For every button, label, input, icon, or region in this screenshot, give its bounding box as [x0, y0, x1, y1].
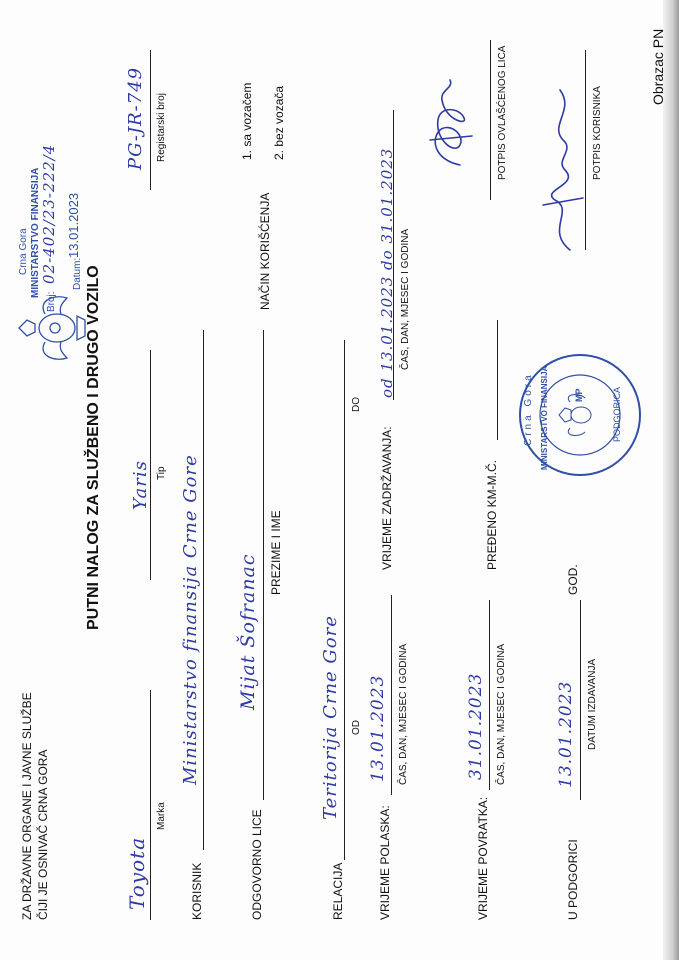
- emblem-country: Crna Gora: [18, 228, 29, 275]
- nacin-option-2: 2. bez vozača: [272, 85, 286, 160]
- korisnik-line: [203, 330, 204, 850]
- authorized-signature-label: POTPIS OVLAŠĆENOG LICA: [497, 45, 508, 180]
- tip-label: Tip: [156, 466, 167, 480]
- zadrzavanja-value: od 13.01.2023 do 31.01.2023: [378, 147, 396, 398]
- odgovorno-sublabel: PREZIME I IME: [269, 510, 283, 595]
- polaska-line: [391, 595, 392, 795]
- stamp-city: PODGORICA: [612, 386, 622, 442]
- marka-line: [150, 690, 151, 920]
- povratka-line: [489, 600, 490, 790]
- predjeno-label: PREĐENO KM-M.Č.: [485, 459, 499, 570]
- polaska-label: VRIJEME POLASKA:: [378, 805, 392, 920]
- relacija-od: OD: [351, 720, 362, 735]
- marka-value: Toyota: [125, 836, 149, 910]
- relacija-label: RELACIJA: [331, 862, 345, 920]
- tip-line: [150, 350, 151, 580]
- odgovorno-line: [263, 330, 264, 800]
- authority-line-1: ZA DRŽAVNE ORGANE I JAVNE SLUŽBE: [20, 692, 34, 920]
- korisnik-value: Ministarstvo finansija Crne Gore: [180, 454, 201, 785]
- relacija-value: Teritorija Crne Gore: [320, 615, 341, 820]
- izdavanja-sublabel: DATUM IZDAVANJA: [587, 658, 598, 750]
- emblem-number-value: 02-402/23-222/4: [40, 143, 58, 284]
- emblem-ministry: MINISTARSTVO FINANSIJA: [30, 167, 41, 298]
- zadrzavanja-line: [393, 110, 394, 400]
- emblem-date-label: Datum:: [72, 257, 83, 290]
- polaska-value: 13.01.2023: [368, 674, 388, 782]
- marka-label: Marka: [156, 802, 167, 830]
- user-signature-icon: [535, 80, 590, 260]
- korisnik-label: KORISNIK: [190, 862, 204, 920]
- authorized-signature-icon: [420, 70, 480, 180]
- stamp-ministry: MINISTARSTVO FINANSIJA: [540, 365, 549, 470]
- predjeno-line: [497, 320, 498, 440]
- form-title: PUTNI NALOG ZA SLUŽBENO I DRUGO VOZILO: [85, 265, 102, 630]
- izdavanja-prefix: U PODGORICI: [566, 839, 580, 920]
- authority-line-2: ČIJI JE OSNIVAČ CRNA GORA: [36, 749, 50, 920]
- odgovorno-label: ODGOVORNO LICE: [250, 809, 264, 920]
- official-stamp-icon: [515, 350, 645, 480]
- emblem-date-value: 13.01.2023: [66, 192, 81, 258]
- stamp-ring-text: Crna Gora: [523, 372, 534, 446]
- relacija-do: DO: [351, 397, 362, 412]
- reg-line: [150, 50, 151, 190]
- user-signature-label: POTPIS KORISNIKA: [592, 86, 603, 180]
- form-name: Obrazac PN: [650, 28, 666, 105]
- authorized-signature-line: [490, 40, 491, 200]
- izdavanja-value: 13.01.2023: [556, 680, 576, 788]
- tip-value: Yaris: [130, 460, 151, 510]
- relacija-line: [344, 340, 345, 860]
- zadrzavanja-sublabel: ČAS, DAN, MJESEC I GODINA: [400, 228, 411, 370]
- povratka-label: VRIJEME POVRATKA:: [476, 796, 490, 920]
- zadrzavanja-label: VRIJEME ZADRŽAVANJA:: [380, 426, 394, 570]
- emblem-number-label: Broj:: [46, 291, 57, 312]
- povratka-sublabel: ČAS, DAN, MJESEC I GODINA: [496, 643, 507, 785]
- odgovorno-value: Mijat Šofranac: [237, 553, 259, 710]
- izdavanja-suffix: GOD.: [566, 564, 580, 595]
- reg-label: Registarski broj: [156, 93, 167, 162]
- reg-value: PG-JR-749: [125, 66, 146, 170]
- izdavanja-line: [580, 600, 581, 800]
- user-signature-line: [585, 50, 586, 250]
- polaska-sublabel: ČAS, DAN, MJESEC I GODINA: [398, 643, 409, 785]
- povratka-value: 31.01.2023: [466, 672, 486, 780]
- nacin-option-1: 1. sa vozačem: [240, 82, 254, 160]
- stamp-center: MP: [574, 388, 584, 402]
- nacin-label: NAČIN KORIŠĆENJA: [258, 192, 272, 310]
